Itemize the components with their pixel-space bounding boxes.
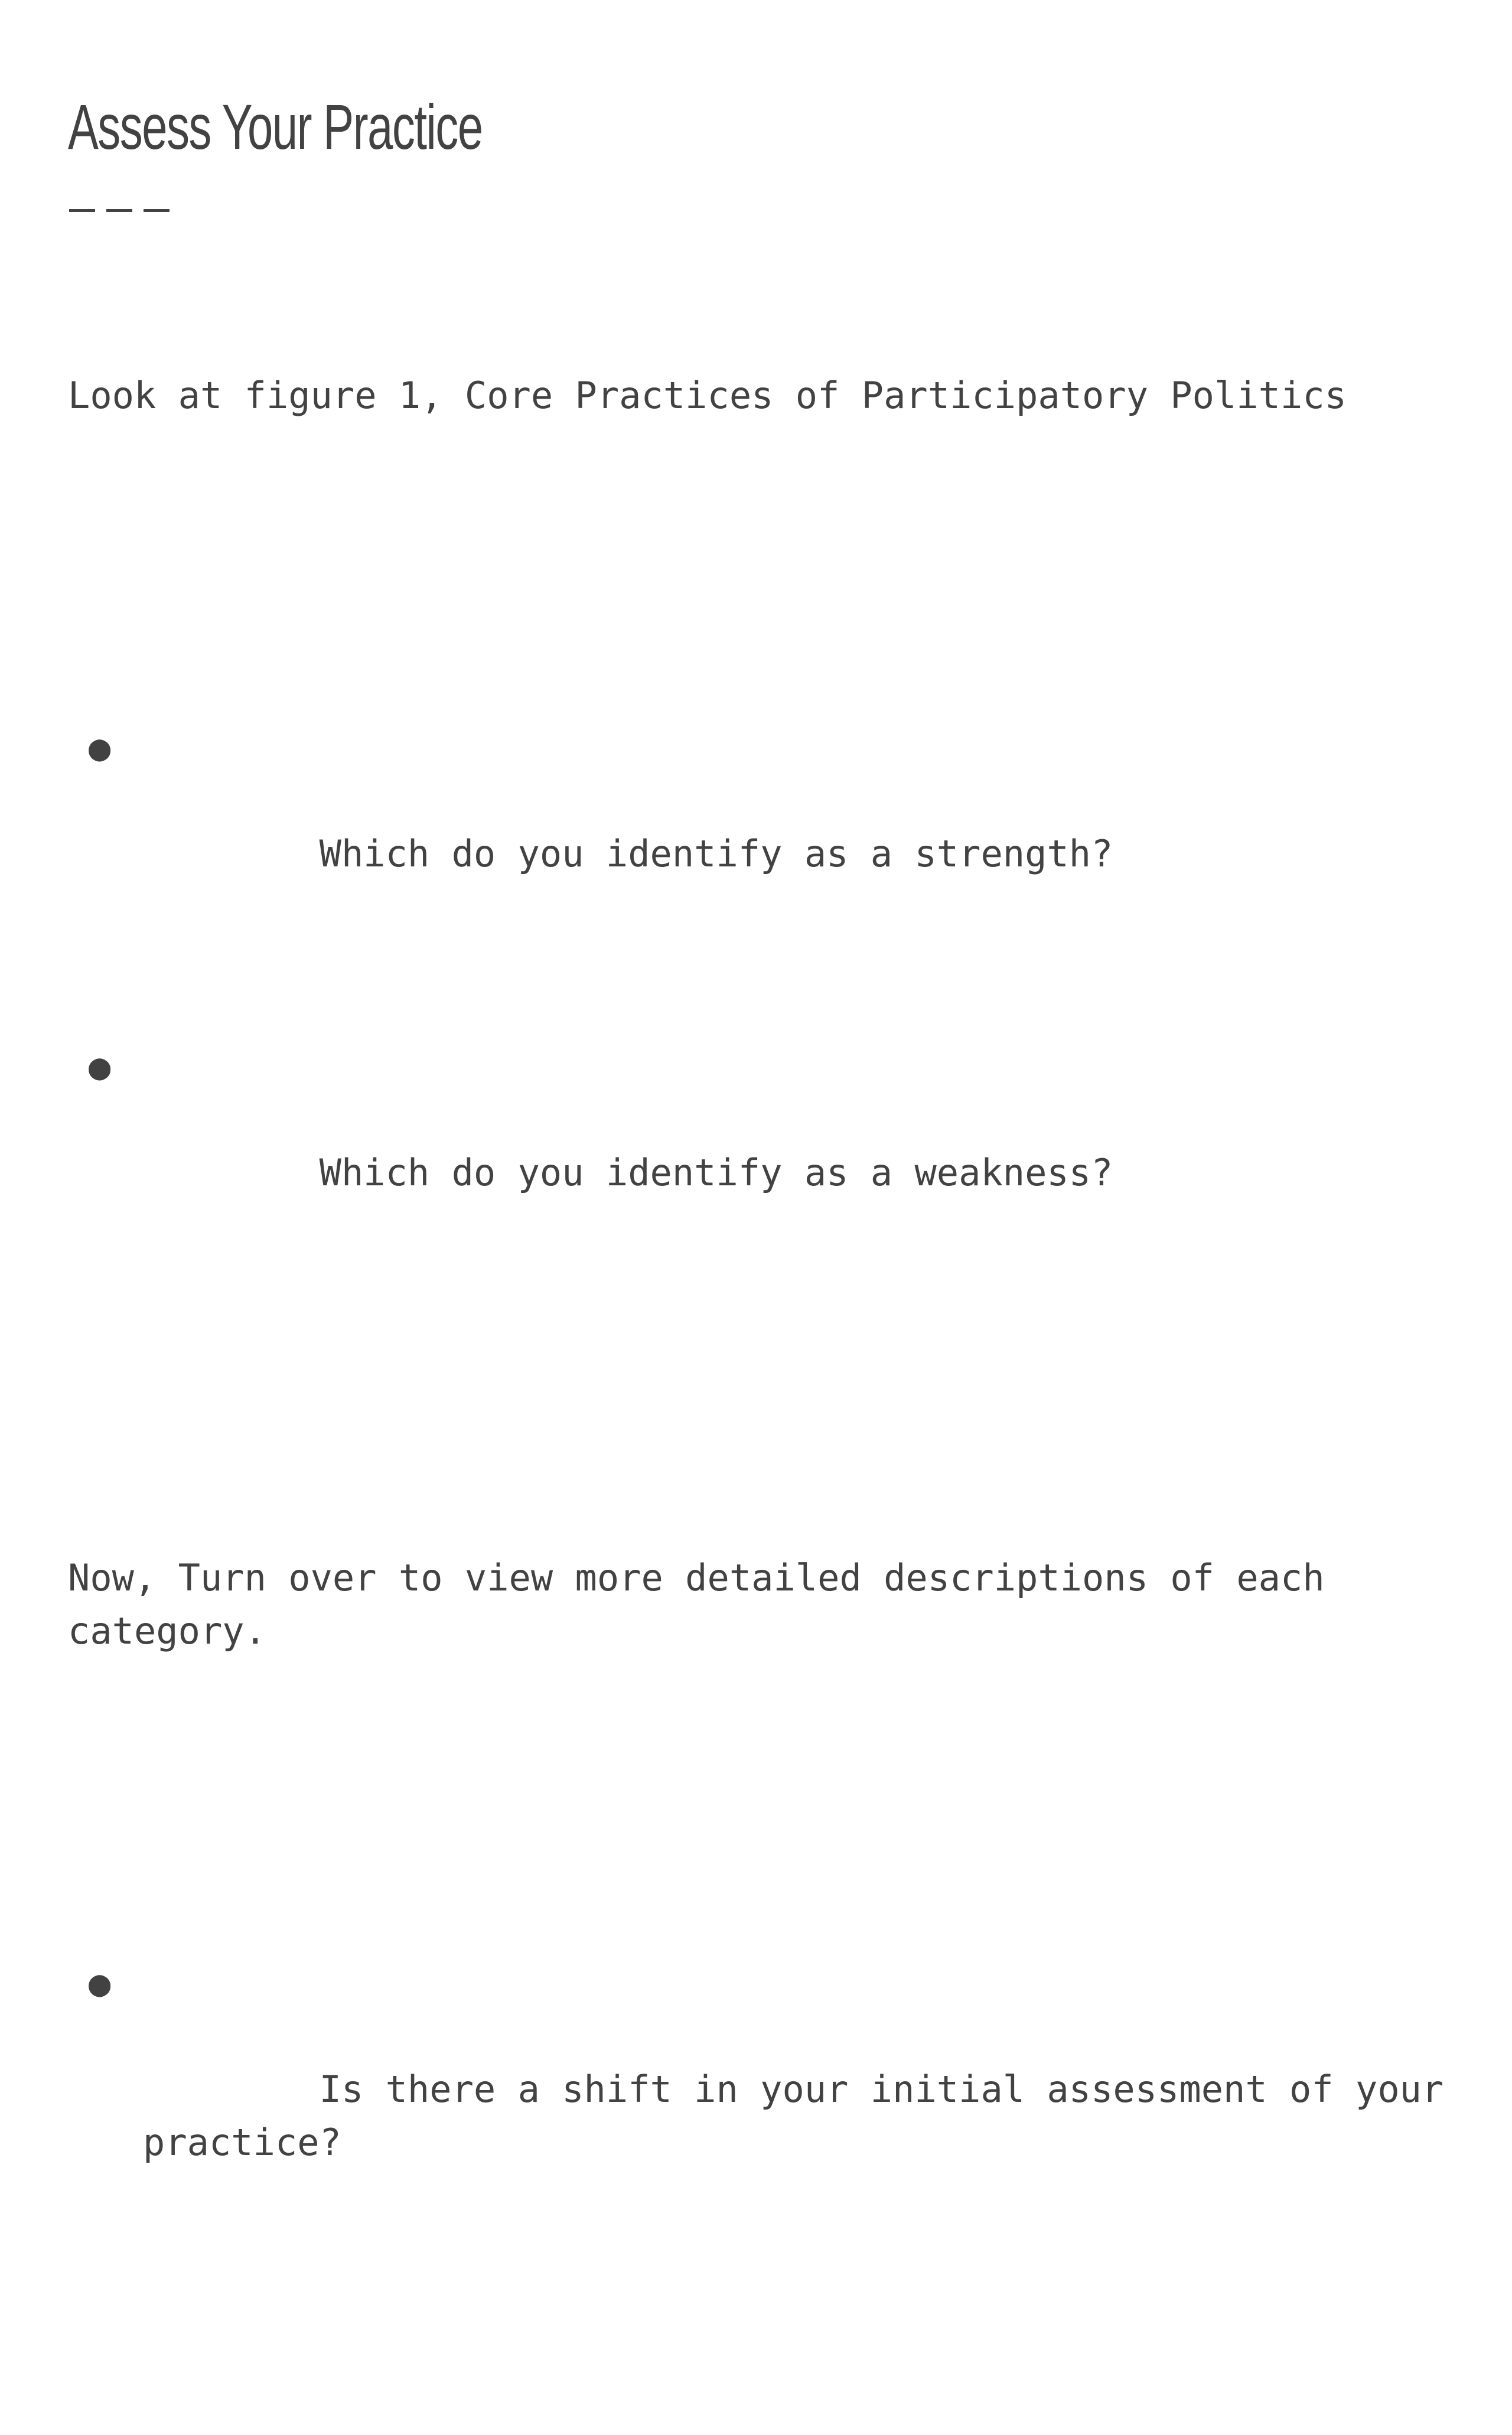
question-list: [68, 615, 1444, 1359]
intro-paragraph: Look at figure 1, Core Practices of Participatory Politics: [68, 374, 1347, 417]
followup-paragraph: Now, Turn over to view more detailed descriptions of each category.: [68, 1556, 1347, 1652]
divider-segment: [144, 209, 170, 212]
bullet-icon: ●: [89, 1045, 111, 1088]
list-item: [68, 1040, 1444, 1253]
slide-title: Assess Your Practice: [68, 91, 483, 162]
list-item: [68, 721, 1444, 934]
slide-body: [68, 263, 1466, 2435]
question-text: Which do you identify as a weakness?: [319, 1151, 1113, 1194]
divider-segment: [69, 209, 95, 212]
divider-segment: [106, 209, 132, 212]
question-text: Which do you identify as a strength?: [319, 832, 1113, 875]
question-text: Is there a shift in your initial assessment of your practice?: [143, 2068, 1466, 2164]
followup-question-list: [68, 1850, 1466, 2329]
bullet-icon: ●: [89, 726, 111, 769]
list-item: [68, 1957, 1466, 2222]
bullet-icon: ●: [89, 1961, 111, 2004]
